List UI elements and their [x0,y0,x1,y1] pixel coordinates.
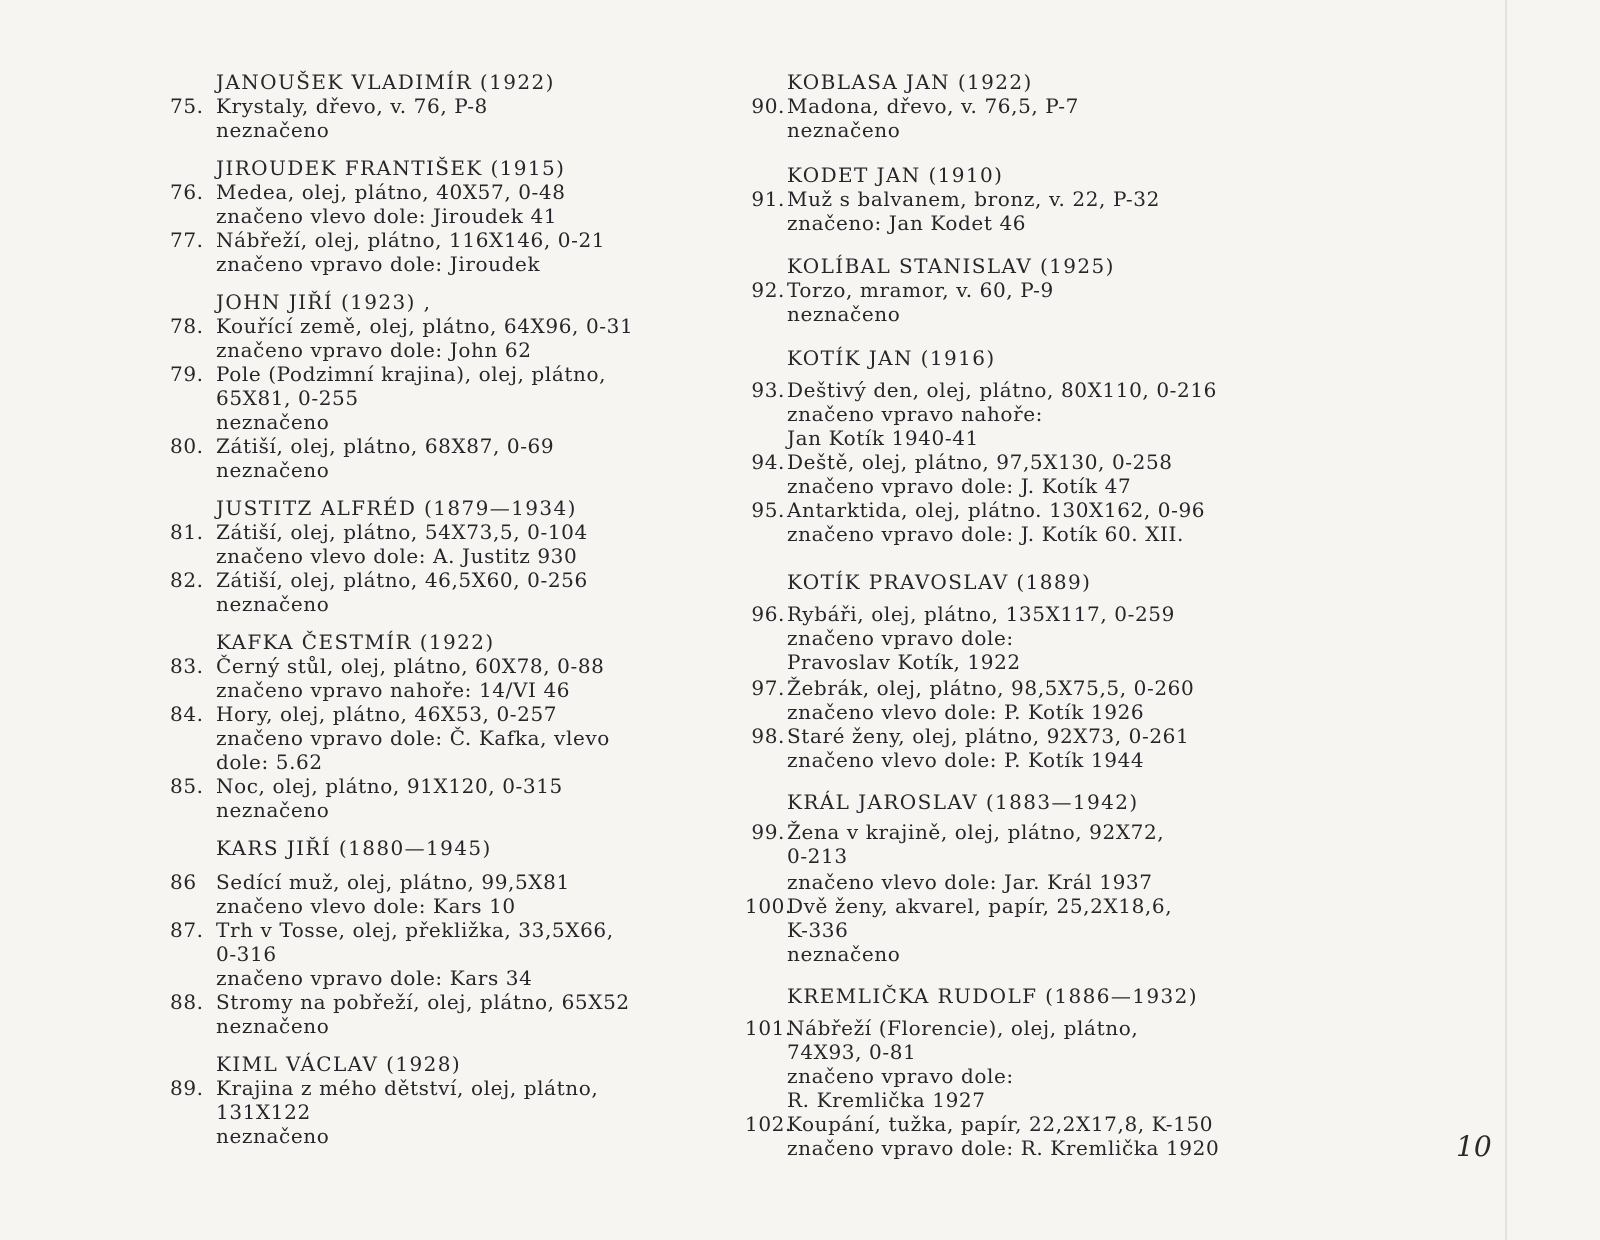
entry-detail: Jan Kotík 1940-41 [787,426,979,450]
entry-title: Trh v Tosse, olej, překližka, 33,5X66, [216,918,614,942]
entry-number: 87. [170,918,204,942]
entry-number: 91. [751,187,785,211]
entry-number: 100. [745,894,792,918]
entry-title: Krystaly, dřevo, v. 76, P-8 [216,94,488,118]
page-fold [1505,0,1507,1240]
entry-number: 96. [751,602,785,626]
entry-detail: značeno vpravo nahoře: [787,402,1044,426]
entry-detail: značeno vpravo dole: [787,626,1014,650]
entry-detail: 65X81, 0-255 [216,386,359,410]
entry-title: Sedící muž, olej, plátno, 99,5X81 [216,870,570,894]
entry-title: Zátiší, olej, plátno, 68X87, 0-69 [216,434,555,458]
entry-detail: R. Kremlička 1927 [787,1088,986,1112]
entry-number: 89. [170,1076,204,1100]
entry-detail: neznačeno [216,410,330,434]
entry-detail: značeno vpravo dole: [787,1064,1014,1088]
entry-detail: neznačeno [787,302,901,326]
entry-title: Zátiší, olej, plátno, 54X73,5, 0-104 [216,520,588,544]
entry-number: 83. [170,654,204,678]
entry-detail: značeno vpravo dole: Č. Kafka, vlevo [216,726,610,750]
entry-detail: neznačeno [216,1124,330,1148]
entry-detail: značeno vpravo dole: Kars 34 [216,966,533,990]
entry-number: 84. [170,702,204,726]
entry-detail: Pravoslav Kotík, 1922 [787,650,1021,674]
entry-detail: značeno vpravo nahoře: 14/VI 46 [216,678,571,702]
entry-title: Staré ženy, olej, plátno, 92X73, 0-261 [787,724,1190,748]
entry-detail: značeno vpravo dole: J. Kotík 60. XII. [787,522,1185,546]
entry-detail: značeno vlevo dole: Jiroudek 41 [216,204,558,228]
artist-heading: JANOUŠEK VLADIMÍR (1922) [216,70,555,94]
entry-number: 85. [170,774,204,798]
entry-title: Muž s balvanem, bronz, v. 22, P-32 [787,187,1160,211]
entry-number: 98. [751,724,785,748]
entry-detail: K-336 [787,918,849,942]
entry-title: Krajina z mého dětství, olej, plátno, [216,1076,599,1100]
entry-detail: 74X93, 0-81 [787,1040,917,1064]
entry-number: 82. [170,568,204,592]
entry-number: 77. [170,228,204,252]
entry-title: Žebrák, olej, plátno, 98,5X75,5, 0-260 [787,676,1195,700]
entry-title: Deštivý den, olej, plátno, 80X110, 0-216 [787,378,1217,402]
entry-detail: 0-213 [787,844,848,868]
entry-title: Černý stůl, olej, plátno, 60X78, 0-88 [216,654,605,678]
entry-number: 94. [751,450,785,474]
artist-heading: JUSTITZ ALFRÉD (1879—1934) [216,496,577,520]
entry-title: Torzo, mramor, v. 60, P-9 [787,278,1054,302]
entry-detail: neznačeno [787,942,901,966]
entry-detail: značeno vpravo dole: R. Kremlička 1920 [787,1136,1220,1160]
entry-title: Medea, olej, plátno, 40X57, 0-48 [216,180,566,204]
entry-title: Nábřeží, olej, plátno, 116X146, 0-21 [216,228,606,252]
entry-title: Stromy na pobřeží, olej, plátno, 65X52 [216,990,630,1014]
entry-detail: značeno vpravo dole: Jiroudek [216,252,541,276]
entry-title: Rybáři, olej, plátno, 135X117, 0-259 [787,602,1175,626]
entry-detail: značeno vpravo dole: J. Kotík 47 [787,474,1132,498]
entry-title: Hory, olej, plátno, 46X53, 0-257 [216,702,558,726]
entry-detail: 131X122 [216,1100,311,1124]
entry-number: 93. [751,378,785,402]
artist-heading: KOTÍK JAN (1916) [787,346,996,370]
entry-title: Antarktida, olej, plátno. 130X162, 0-96 [787,498,1206,522]
entry-number: 75. [170,94,204,118]
entry-title: Noc, olej, plátno, 91X120, 0-315 [216,774,563,798]
entry-detail: 0-316 [216,942,277,966]
entry-detail: dole: 5.62 [216,750,323,774]
entry-number: 80. [170,434,204,458]
artist-heading: KREMLIČKA RUDOLF (1886—1932) [787,984,1198,1008]
artist-heading: JIROUDEK FRANTIŠEK (1915) [216,156,566,180]
entry-title: Pole (Podzimní krajina), olej, plátno, [216,362,607,386]
entry-detail: značeno vlevo dole: Kars 10 [216,894,516,918]
artist-heading: KOTÍK PRAVOSLAV (1889) [787,570,1092,594]
entry-detail: značeno vlevo dole: P. Kotík 1944 [787,748,1145,772]
artist-heading: JOHN JIŘÍ (1923) , [216,290,432,314]
artist-heading: KOBLASA JAN (1922) [787,70,1033,94]
artist-heading: KRÁL JAROSLAV (1883—1942) [787,790,1139,814]
entry-detail: značeno vlevo dole: P. Kotík 1926 [787,700,1145,724]
entry-number: 90. [751,94,785,118]
entry-detail: neznačeno [216,458,330,482]
entry-detail: neznačeno [216,1014,330,1038]
entry-title: Žena v krajině, olej, plátno, 92X72, [787,820,1165,844]
entry-title: Kouřící země, olej, plátno, 64X96, 0-31 [216,314,634,338]
entry-number: 81. [170,520,204,544]
entry-detail: neznačeno [216,592,330,616]
entry-number: 92. [751,278,785,302]
entry-number: 78. [170,314,204,338]
entry-number: 102. [745,1112,792,1136]
artist-heading: KODET JAN (1910) [787,163,1004,187]
entry-number: 88. [170,990,204,1014]
entry-number: 86 [170,870,197,894]
entry-detail: značeno: Jan Kodet 46 [787,211,1027,235]
entry-title: Zátiší, olej, plátno, 46,5X60, 0-256 [216,568,588,592]
entry-title: Deště, olej, plátno, 97,5X130, 0-258 [787,450,1173,474]
entry-detail: značeno vlevo dole: Jar. Král 1937 [787,870,1153,894]
entry-title: Nábřeží (Florencie), olej, plátno, [787,1016,1139,1040]
entry-title: Koupání, tužka, papír, 22,2X17,8, K-150 [787,1112,1214,1136]
entry-number: 79. [170,362,204,386]
artist-heading: KOLÍBAL STANISLAV (1925) [787,254,1115,278]
entry-detail: neznačeno [787,118,901,142]
artist-heading: KIML VÁCLAV (1928) [216,1052,462,1076]
artist-heading: KAFKA ČESTMÍR (1922) [216,630,495,654]
entry-number: 101. [745,1016,792,1040]
page-number: 10 [1456,1130,1492,1163]
entry-number: 76. [170,180,204,204]
entry-number: 99. [751,820,785,844]
artist-heading: KARS JIŘÍ (1880—1945) [216,836,492,860]
entry-title: Dvě ženy, akvarel, papír, 25,2X18,6, [787,894,1173,918]
entry-detail: značeno vlevo dole: A. Justitz 930 [216,544,578,568]
entry-detail: neznačeno [216,118,330,142]
entry-detail: značeno vpravo dole: John 62 [216,338,532,362]
entry-detail: neznačeno [216,798,330,822]
entry-number: 97. [751,676,785,700]
entry-number: 95. [751,498,785,522]
entry-title: Madona, dřevo, v. 76,5, P-7 [787,94,1079,118]
